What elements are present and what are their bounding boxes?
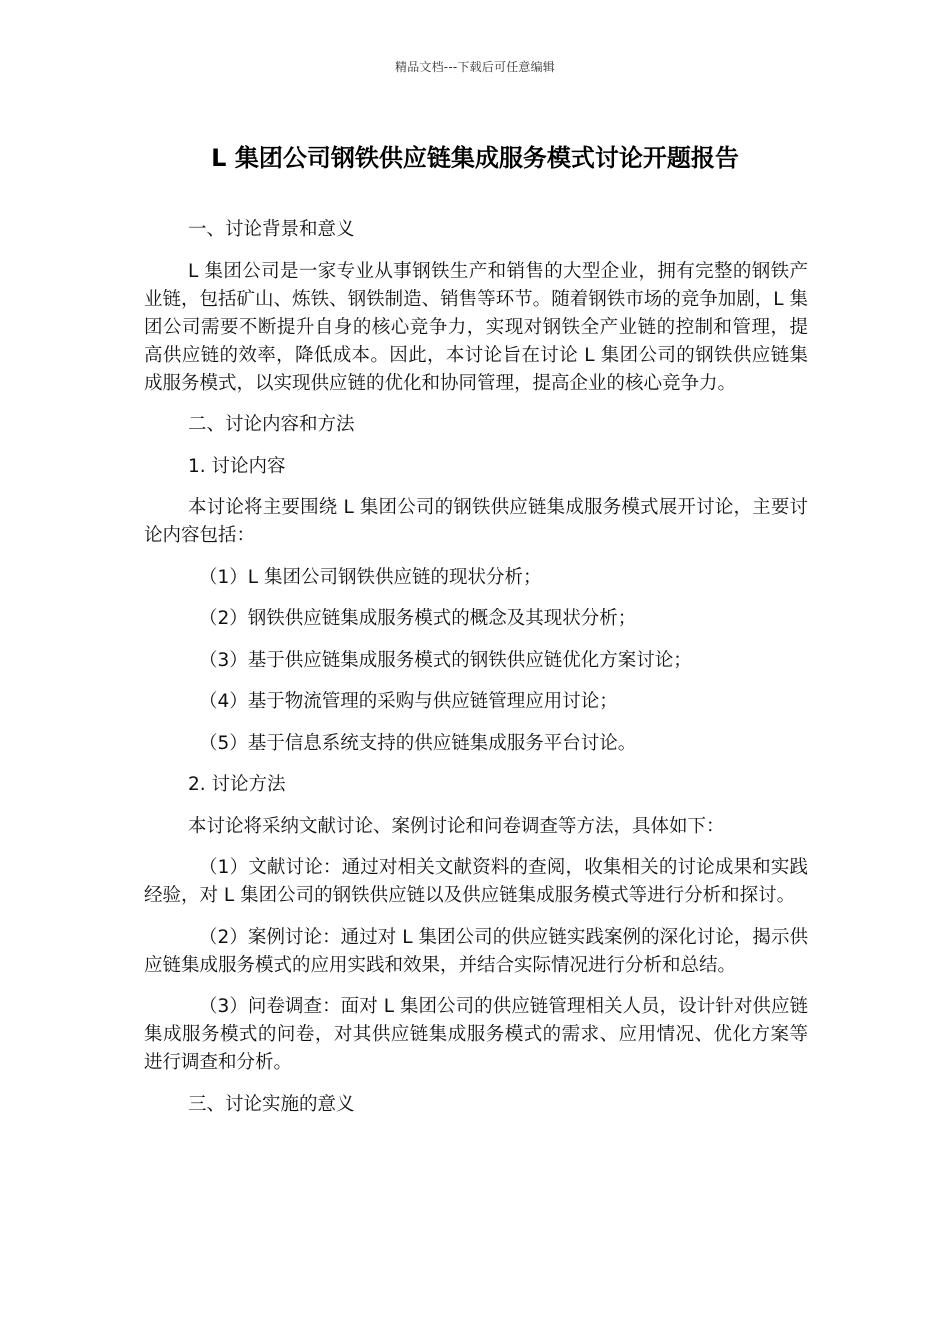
subheading-content: 1. 讨论内容 <box>188 455 286 477</box>
list-item: （1）L 集团公司钢铁供应链的现状分析； <box>199 566 542 588</box>
document-title: L 集团公司钢铁供应链集成服务模式讨论开题报告 <box>211 144 739 172</box>
method-item: （3）问卷调查：面对 L 集团公司的供应链管理相关人员，设计针对供应链集成服务模式的问卷，对其供应链集成服务模式的需求、应用情况、优化方案等进行调查和分析。 <box>144 996 808 1073</box>
paragraph-background: L 集团公司是一家专业从事钢铁生产和销售的大型企业，拥有完整的钢铁产业链，包括矿山、炼铁、钢铁制造、销售等环节。随着钢铁市场的竞争加剧，L 集团公司需要不断提升自身的核心竞争力，实现对钢铁全产业链的控制和管理，提高供应链的效率，降低成本。因此，本讨论旨在讨论 L 集团公司的钢铁供应链集成服务模式，以实现供应链的优化和协同管理，提高企业的核心竞争力。 <box>144 260 808 394</box>
paragraph-content-intro: 本讨论将主要围绕 L 集团公司的钢铁供应链集成服务模式展开讨论，主要讨论内容包括： <box>144 497 808 546</box>
header-note: 精品文档---下载后可任意编辑 <box>395 60 555 74</box>
list-item: （2）钢铁供应链集成服务模式的概念及其现状分析； <box>199 608 637 629</box>
subheading-method: 2. 讨论方法 <box>188 774 286 795</box>
method-item: （1）文献讨论：通过对相关文献资料的查阅，收集相关的讨论成果和实践经验，对 L 集团公司的钢铁供应链以及供应链集成服务模式等进行分析和探讨。 <box>144 857 808 906</box>
list-item: （3）基于供应链集成服务模式的钢铁供应链优化方案讨论； <box>199 649 692 671</box>
list-item: （4）基于物流管理的采购与供应链管理应用讨论； <box>199 691 618 712</box>
section-heading-content-method: 二、讨论内容和方法 <box>188 414 355 435</box>
section-heading-background: 一、讨论背景和意义 <box>188 219 355 240</box>
method-item: （2）案例讨论：通过对 L 集团公司的供应链实践案例的深化讨论，揭示供应链集成服务模式的应用实践和效果，并结合实际情况进行分析和总结。 <box>144 926 808 976</box>
list-item: （5）基于信息系统支持的供应链集成服务平台讨论。 <box>199 732 637 754</box>
section-heading-significance: 三、讨论实施的意义 <box>188 1093 355 1115</box>
document-body <box>144 216 808 1132</box>
paragraph-method-intro: 本讨论将采纳文献讨论、案例讨论和问卷调查等方法，具体如下： <box>188 815 725 837</box>
